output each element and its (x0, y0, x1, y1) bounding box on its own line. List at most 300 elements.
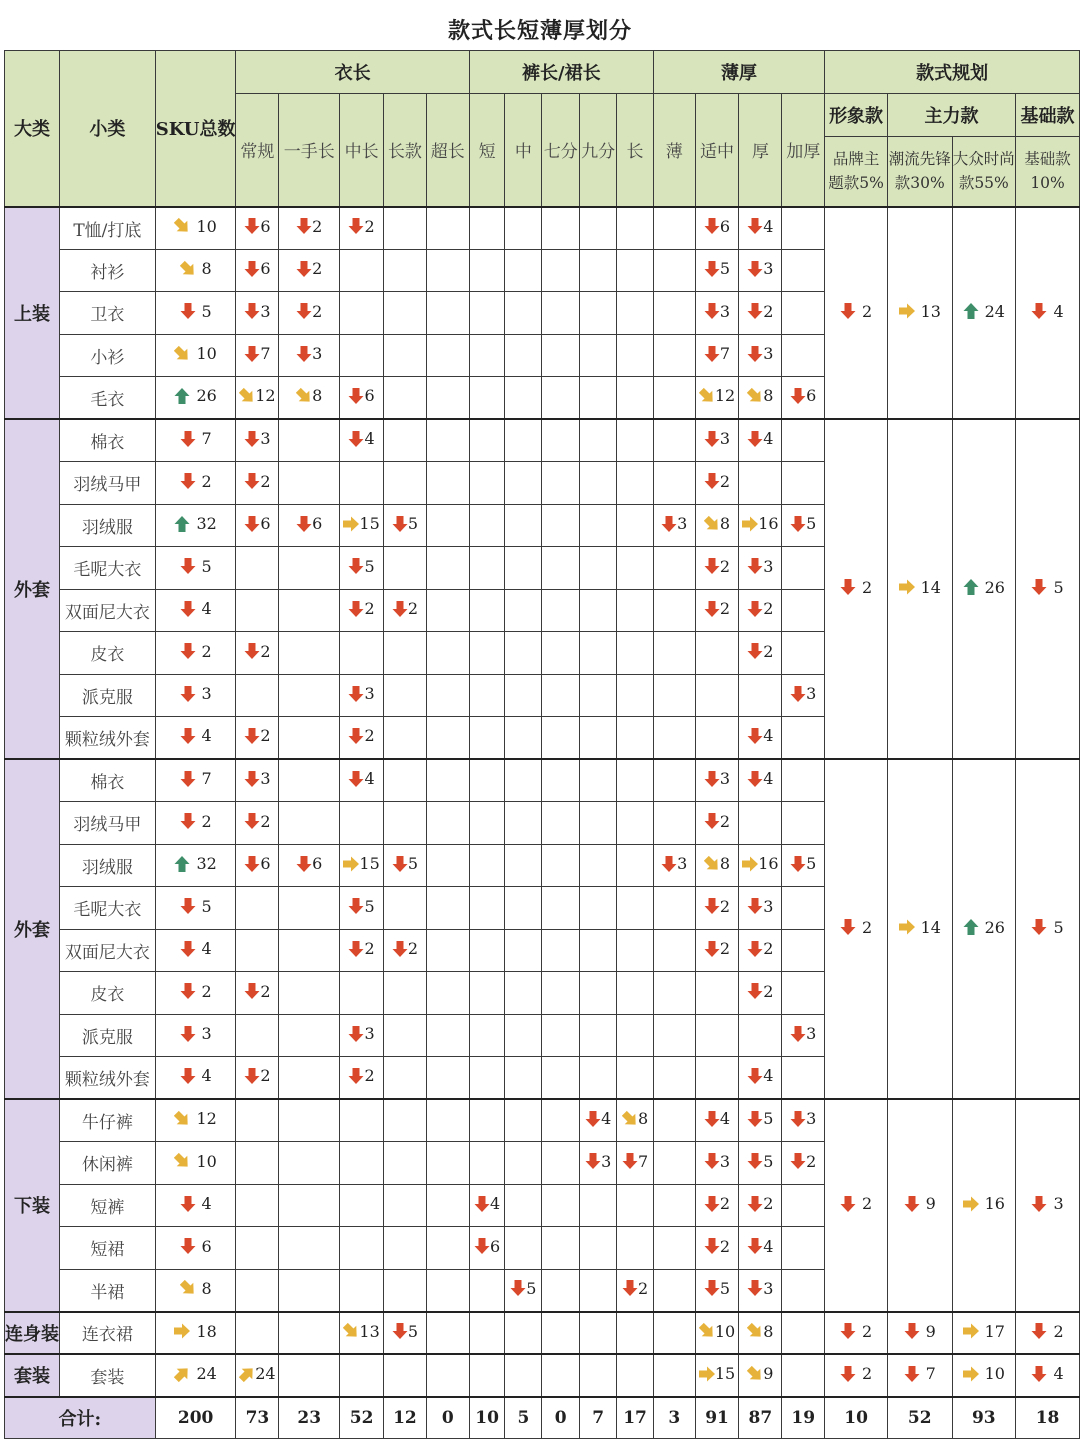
pants-cell (542, 207, 580, 250)
plan-cell (1016, 419, 1080, 759)
pants-cell (469, 1354, 505, 1397)
down-arrow-icon (1031, 1322, 1047, 1340)
subcategory-cell: 小衫 (60, 334, 156, 377)
cell-value: 15 (714, 1364, 736, 1383)
thickness-cell (695, 377, 739, 420)
cell-value: 5 (201, 301, 212, 321)
cell-value: 2 (861, 1321, 873, 1341)
down-arrow-icon (840, 1195, 856, 1213)
length-cell (279, 377, 340, 420)
thickness-cell (695, 887, 739, 930)
thickness-cell (782, 334, 825, 377)
thickness-cell (782, 929, 825, 972)
down-arrow-icon (348, 1067, 364, 1085)
total-cell: 5 (505, 1397, 542, 1439)
down-arrow-icon (904, 1195, 920, 1213)
category-cell: 上装 (5, 207, 60, 420)
down-arrow-icon (790, 515, 806, 533)
thickness-cell (739, 292, 782, 335)
cell-value: 7 (260, 344, 271, 363)
down-arrow-icon (296, 260, 312, 278)
length-cell (384, 1312, 427, 1355)
cell-value: 4 (1053, 301, 1064, 321)
cell-value: 32 (196, 854, 217, 873)
pants-cell (505, 1269, 542, 1312)
cell-value: 13 (359, 1321, 380, 1341)
thickness-cell (695, 674, 739, 717)
pants-cell (469, 1184, 505, 1227)
pants-cell (580, 929, 617, 972)
cell-value: 4 (719, 1109, 731, 1129)
cell-value: 7 (719, 344, 731, 363)
pants-cell (469, 1014, 505, 1057)
thickness-cell (653, 1184, 695, 1227)
thickness-cell (739, 419, 782, 462)
pants-cell (542, 759, 580, 802)
cell-value: 16 (758, 514, 779, 533)
down-arrow-icon (747, 1237, 763, 1255)
length-cell (426, 249, 469, 292)
table-row (5, 1099, 1080, 1142)
down-arrow-icon (244, 727, 260, 745)
header-group-pants: 裤长/裙长 (469, 51, 653, 94)
down-arrow-icon (747, 940, 763, 958)
thickness-cell (653, 717, 695, 760)
cell-value: 14 (920, 917, 941, 937)
pants-cell (505, 929, 542, 972)
cell-value: 12 (714, 386, 736, 406)
up-arrow-icon (174, 387, 190, 405)
sku-cell (155, 929, 236, 972)
cell-value: 4 (201, 1066, 212, 1086)
down-arrow-icon (348, 430, 364, 448)
thickness-cell (782, 1099, 825, 1142)
down-arrow-icon (244, 855, 260, 873)
cell-value: 3 (719, 769, 731, 789)
thickness-cell (782, 589, 825, 632)
down-right-arrow-icon (174, 345, 190, 363)
total-cell: 12 (384, 1397, 427, 1439)
sku-cell (155, 844, 236, 887)
pants-cell (580, 1142, 617, 1185)
cell-value: 5 (806, 854, 817, 873)
sku-cell (155, 1312, 236, 1355)
cell-value: 32 (196, 514, 217, 533)
sku-cell (155, 972, 236, 1015)
thickness-cell (782, 844, 825, 887)
length-cell (426, 972, 469, 1015)
sku-cell (155, 759, 236, 802)
thickness-cell (695, 1227, 739, 1270)
pants-cell (505, 1142, 542, 1185)
length-cell (236, 1354, 279, 1397)
length-cell (426, 462, 469, 505)
thickness-cell (782, 1269, 825, 1312)
cell-value: 24 (196, 1364, 217, 1383)
down-arrow-icon (244, 217, 260, 235)
length-cell (384, 377, 427, 420)
length-cell (279, 249, 340, 292)
plan-cell (952, 1312, 1016, 1355)
thickness-cell (653, 1312, 695, 1355)
total-cell: 0 (542, 1397, 580, 1439)
pants-cell (617, 462, 654, 505)
total-cell: 87 (739, 1397, 782, 1439)
down-right-arrow-icon (296, 387, 312, 405)
sku-cell (155, 1354, 236, 1397)
length-cell (426, 1227, 469, 1270)
length-cell (384, 1057, 427, 1100)
pants-cell (542, 377, 580, 420)
length-cell (236, 249, 279, 292)
down-arrow-icon (704, 1152, 720, 1170)
length-cell (426, 419, 469, 462)
header-thickness-col: 加厚 (782, 94, 825, 207)
thickness-cell (695, 844, 739, 887)
down-arrow-icon (180, 1025, 196, 1043)
cell-value: 2 (763, 599, 774, 618)
pants-cell (580, 972, 617, 1015)
thickness-cell (695, 1354, 739, 1397)
cell-value: 6 (260, 259, 271, 278)
cell-value: 2 (201, 471, 212, 491)
pants-cell (617, 759, 654, 802)
thickness-cell (782, 292, 825, 335)
down-arrow-icon (790, 1152, 806, 1170)
length-cell (340, 1142, 384, 1185)
length-cell (340, 589, 384, 632)
length-cell (279, 504, 340, 547)
length-cell (384, 1142, 427, 1185)
pants-cell (542, 419, 580, 462)
pants-cell (469, 972, 505, 1015)
cell-value: 5 (201, 896, 212, 916)
cell-value: 6 (312, 854, 323, 873)
down-arrow-icon (180, 982, 196, 1000)
length-cell (340, 292, 384, 335)
length-cell (236, 504, 279, 547)
subcategory-cell: 颗粒绒外套 (60, 1057, 156, 1100)
pants-cell (505, 462, 542, 505)
length-cell (340, 1312, 384, 1355)
cell-value: 2 (260, 471, 271, 491)
up-arrow-icon (963, 578, 979, 596)
thickness-cell (782, 377, 825, 420)
length-cell (340, 504, 384, 547)
down-arrow-icon (840, 578, 856, 596)
pants-cell (580, 1057, 617, 1100)
pants-cell (580, 292, 617, 335)
header-group-plan: 款式规划 (825, 51, 1080, 94)
cell-value: 2 (407, 599, 419, 618)
total-cell: 23 (279, 1397, 340, 1439)
length-cell (426, 929, 469, 972)
total-cell: 52 (340, 1397, 384, 1439)
pants-cell (617, 1269, 654, 1312)
length-cell (340, 334, 384, 377)
style-table (4, 50, 1080, 1439)
length-cell (279, 292, 340, 335)
thickness-cell (653, 759, 695, 802)
subcategory-cell: 套装 (60, 1354, 156, 1397)
down-arrow-icon (474, 1237, 490, 1255)
down-arrow-icon (1031, 918, 1047, 936)
length-cell (236, 674, 279, 717)
thickness-cell (695, 1184, 739, 1227)
pants-cell (542, 929, 580, 972)
pants-cell (617, 674, 654, 717)
pants-cell (542, 504, 580, 547)
thickness-cell (739, 504, 782, 547)
thickness-cell (782, 632, 825, 675)
plan-cell (1016, 207, 1080, 420)
right-arrow-icon (899, 302, 915, 320)
right-arrow-icon (963, 1322, 979, 1340)
cell-value: 2 (260, 1066, 271, 1086)
plan-cell (825, 207, 888, 420)
cell-value: 4 (489, 1194, 501, 1213)
pants-cell (580, 717, 617, 760)
length-cell (384, 1099, 427, 1142)
cell-value: 10 (196, 1151, 217, 1171)
pants-cell (505, 887, 542, 930)
cell-value: 3 (364, 684, 375, 703)
length-cell (340, 547, 384, 590)
cell-value: 2 (1053, 1321, 1064, 1341)
length-cell (236, 207, 279, 250)
total-cell: 19 (782, 1397, 825, 1439)
thickness-cell (739, 1227, 782, 1270)
header-pants-col: 中 (505, 94, 542, 207)
length-cell (236, 759, 279, 802)
pants-cell (505, 972, 542, 1015)
pants-cell (505, 674, 542, 717)
pants-cell (469, 377, 505, 420)
pants-cell (617, 1312, 654, 1355)
category-cell: 下装 (5, 1099, 60, 1312)
down-arrow-icon (180, 940, 196, 958)
right-arrow-icon (174, 1322, 190, 1340)
length-cell (426, 1312, 469, 1355)
cell-value: 3 (201, 1024, 212, 1043)
length-cell (279, 802, 340, 845)
pants-cell (617, 1227, 654, 1270)
down-arrow-icon (704, 1237, 720, 1255)
pants-cell (617, 207, 654, 250)
cell-value: 3 (364, 1024, 375, 1043)
sku-cell (155, 1269, 236, 1312)
right-arrow-icon (899, 918, 915, 936)
pants-cell (469, 887, 505, 930)
category-cell: 连身装 (5, 1312, 60, 1355)
pants-cell (505, 1014, 542, 1057)
sku-cell (155, 674, 236, 717)
total-cell: 0 (426, 1397, 469, 1439)
length-cell (384, 589, 427, 632)
cell-value: 2 (719, 599, 731, 618)
down-right-arrow-icon (699, 1322, 715, 1340)
cell-value: 3 (260, 429, 271, 449)
sku-cell (155, 589, 236, 632)
table-row (5, 419, 1080, 462)
down-arrow-icon (296, 217, 312, 235)
right-arrow-icon (343, 515, 359, 533)
thickness-cell (739, 1312, 782, 1355)
pants-cell (617, 844, 654, 887)
sku-cell (155, 292, 236, 335)
cell-value: 2 (861, 301, 873, 321)
thickness-cell (739, 334, 782, 377)
cell-value: 26 (984, 917, 1005, 937)
length-cell (426, 1184, 469, 1227)
cell-value: 4 (201, 939, 212, 958)
up-right-arrow-icon (174, 1365, 190, 1383)
cell-value: 5 (407, 854, 419, 873)
down-arrow-icon (747, 302, 763, 320)
page-title: 款式长短薄厚划分 (447, 18, 632, 44)
subcategory-cell: 棉衣 (60, 419, 156, 462)
cell-value: 4 (601, 1109, 612, 1129)
plan-cell (952, 1354, 1016, 1397)
cell-value: 14 (920, 577, 941, 597)
down-arrow-icon (747, 1067, 763, 1085)
table-row (5, 207, 1080, 250)
pants-cell (580, 589, 617, 632)
total-cell: 73 (236, 1397, 279, 1439)
total-cell: 52 (887, 1397, 952, 1439)
pants-cell (469, 207, 505, 250)
cell-value: 4 (763, 726, 774, 746)
cell-value: 3 (763, 896, 774, 916)
cell-value: 2 (364, 216, 375, 236)
pants-cell (580, 632, 617, 675)
thickness-cell (653, 1354, 695, 1397)
cell-value: 16 (984, 1194, 1005, 1213)
down-arrow-icon (296, 302, 312, 320)
thickness-cell (782, 504, 825, 547)
pants-cell (542, 972, 580, 1015)
length-cell (236, 547, 279, 590)
down-right-arrow-icon (747, 1322, 763, 1340)
length-cell (384, 674, 427, 717)
length-cell (384, 1014, 427, 1057)
down-arrow-icon (661, 515, 677, 533)
cell-value: 3 (312, 344, 323, 363)
pants-cell (580, 802, 617, 845)
cell-value: 5 (407, 1321, 419, 1341)
subcategory-cell: 短裤 (60, 1184, 156, 1227)
down-arrow-icon (747, 642, 763, 660)
thickness-cell (739, 972, 782, 1015)
thickness-cell (695, 802, 739, 845)
length-cell (279, 717, 340, 760)
pants-cell (580, 1099, 617, 1142)
down-arrow-icon (244, 982, 260, 1000)
plan-cell (1016, 759, 1080, 1099)
cell-value: 2 (719, 1236, 731, 1256)
cell-value: 2 (719, 939, 731, 958)
plan-cell (887, 207, 952, 420)
cell-value: 3 (719, 1151, 731, 1171)
down-arrow-icon (585, 1152, 601, 1170)
down-arrow-icon (180, 472, 196, 490)
pants-cell (505, 632, 542, 675)
pants-cell (505, 504, 542, 547)
length-cell (426, 1099, 469, 1142)
thickness-cell (739, 717, 782, 760)
pants-cell (542, 717, 580, 760)
up-arrow-icon (174, 515, 190, 533)
thickness-cell (653, 547, 695, 590)
category-cell: 套装 (5, 1354, 60, 1397)
cell-value: 6 (364, 386, 375, 406)
cell-value: 9 (763, 1364, 774, 1383)
pants-cell (469, 802, 505, 845)
down-right-arrow-icon (239, 387, 255, 405)
thickness-cell (653, 589, 695, 632)
table-row (5, 759, 1080, 802)
cell-value: 3 (806, 684, 817, 703)
pants-cell (617, 972, 654, 1015)
cell-value: 2 (260, 981, 271, 1001)
subcategory-cell: 派克服 (60, 1014, 156, 1057)
length-cell (236, 419, 279, 462)
pants-cell (505, 207, 542, 250)
down-arrow-icon (296, 345, 312, 363)
cell-value: 6 (312, 514, 323, 533)
cell-value: 4 (201, 726, 212, 746)
cell-value: 2 (861, 1364, 873, 1383)
pants-cell (542, 1014, 580, 1057)
thickness-cell (695, 632, 739, 675)
cell-value: 2 (763, 1194, 774, 1213)
down-arrow-icon (747, 217, 763, 235)
pants-cell (542, 674, 580, 717)
down-arrow-icon (704, 260, 720, 278)
plan-cell (887, 1354, 952, 1397)
cell-value: 4 (201, 599, 212, 618)
total-cell: 200 (155, 1397, 236, 1439)
length-cell (279, 632, 340, 675)
thickness-cell (782, 249, 825, 292)
pants-cell (542, 802, 580, 845)
cell-value: 17 (984, 1321, 1005, 1341)
length-cell (279, 1057, 340, 1100)
length-cell (426, 887, 469, 930)
header-pants-col: 九分 (580, 94, 617, 207)
sku-cell (155, 802, 236, 845)
cell-value: 2 (364, 1066, 375, 1086)
pants-cell (469, 419, 505, 462)
length-cell (340, 717, 384, 760)
cell-value: 7 (201, 769, 212, 789)
down-arrow-icon (244, 472, 260, 490)
length-cell (236, 1014, 279, 1057)
sku-cell (155, 462, 236, 505)
cell-value: 2 (763, 641, 774, 661)
cell-value: 3 (601, 1151, 612, 1171)
down-arrow-icon (747, 982, 763, 1000)
plan-cell (825, 759, 888, 1099)
length-cell (340, 1057, 384, 1100)
cell-value: 2 (719, 556, 731, 576)
thickness-cell (653, 844, 695, 887)
pants-cell (469, 589, 505, 632)
length-cell (426, 1354, 469, 1397)
pants-cell (617, 1099, 654, 1142)
pants-cell (580, 1184, 617, 1227)
sku-cell (155, 334, 236, 377)
